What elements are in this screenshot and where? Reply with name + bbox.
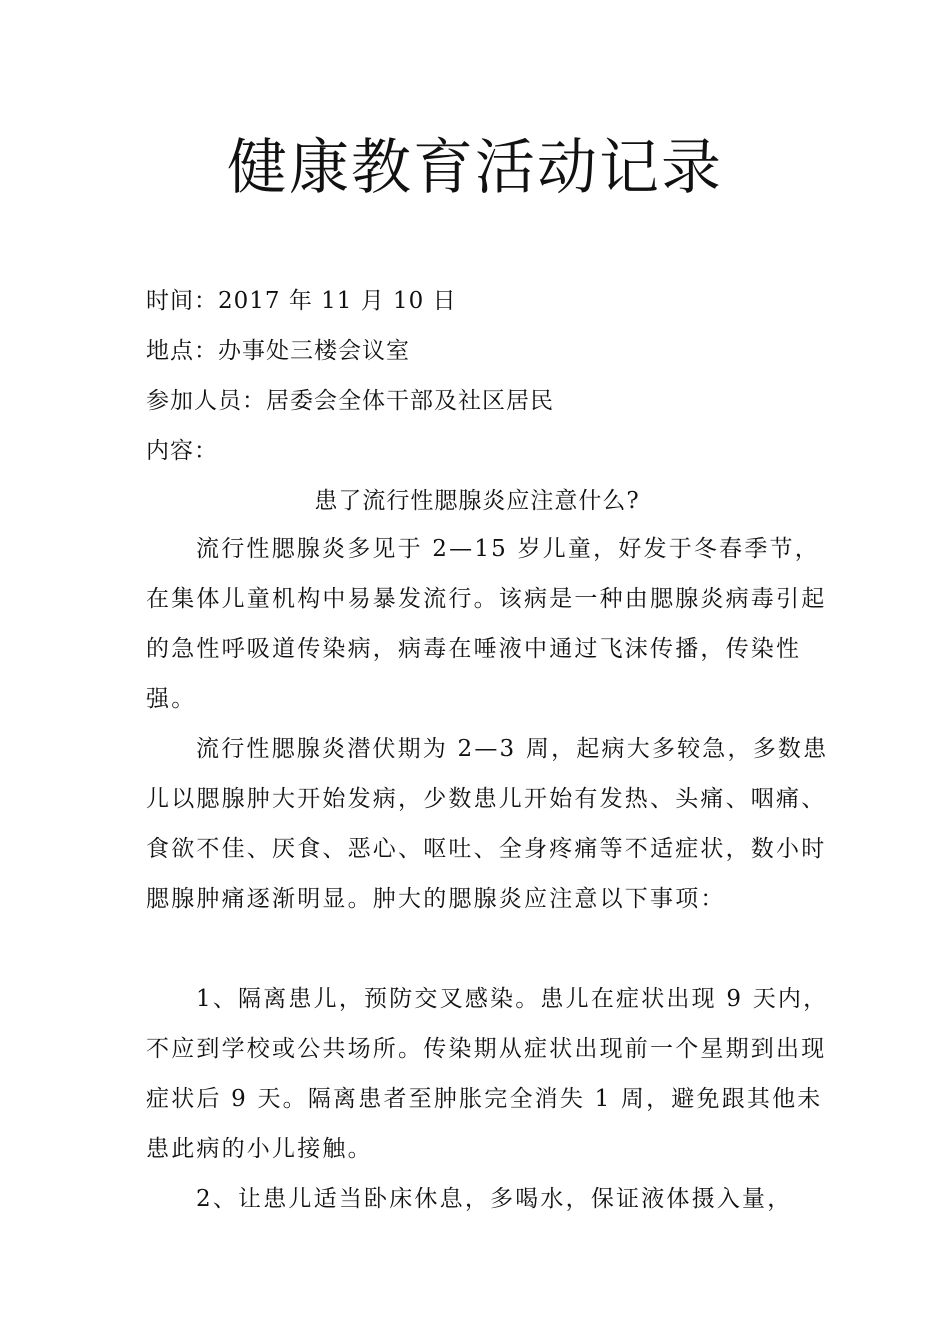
meta-content-label: 内容： — [146, 438, 218, 464]
paragraph-item-2: 2、让患儿适当卧床休息，多喝水，保证液体摄入量， — [196, 1186, 793, 1212]
section-subtitle: 患了流行性腮腺炎应注意什么? — [314, 488, 640, 514]
paragraph-intro: 流行性腮腺炎多见于 2—15 岁儿童，好发于冬春季节，在集体儿童机构中易暴发流行。该病是一种由腮腺炎病毒引起的急性呼吸道传染病，病毒在唾液中通过飞沫传播，传染性强。 — [146, 536, 827, 712]
meta-participants: 参加人员：居委会全体干部及社区居民 — [146, 388, 554, 414]
meta-place: 地点：办事处三楼会议室 — [146, 338, 410, 364]
meta-time: 时间：2017 年 11 月 10 日 — [146, 288, 457, 314]
paragraph-item-1: 1、隔离患儿，预防交叉感染。患儿在症状出现 9 天内，不应到学校或公共场所。传染期从症状出现前一个星期到出现症状后 9 天。隔离患者至肿胀完全消失 1 周，避免跟其他未患此病的小儿接触。 — [146, 986, 829, 1162]
document-title: 健康教育活动记录 — [227, 133, 723, 203]
paragraph-symptoms: 流行性腮腺炎潜伏期为 2—3 周，起病大多较急，多数患儿以腮腺肿大开始发病，少数患儿开始有发热、头痛、咽痛、食欲不佳、厌食、恶心、呕吐、全身疼痛等不适症状，数小时腮腺肿痛逐渐明显。肿大的腮腺炎应注意以下事项： — [146, 736, 829, 912]
